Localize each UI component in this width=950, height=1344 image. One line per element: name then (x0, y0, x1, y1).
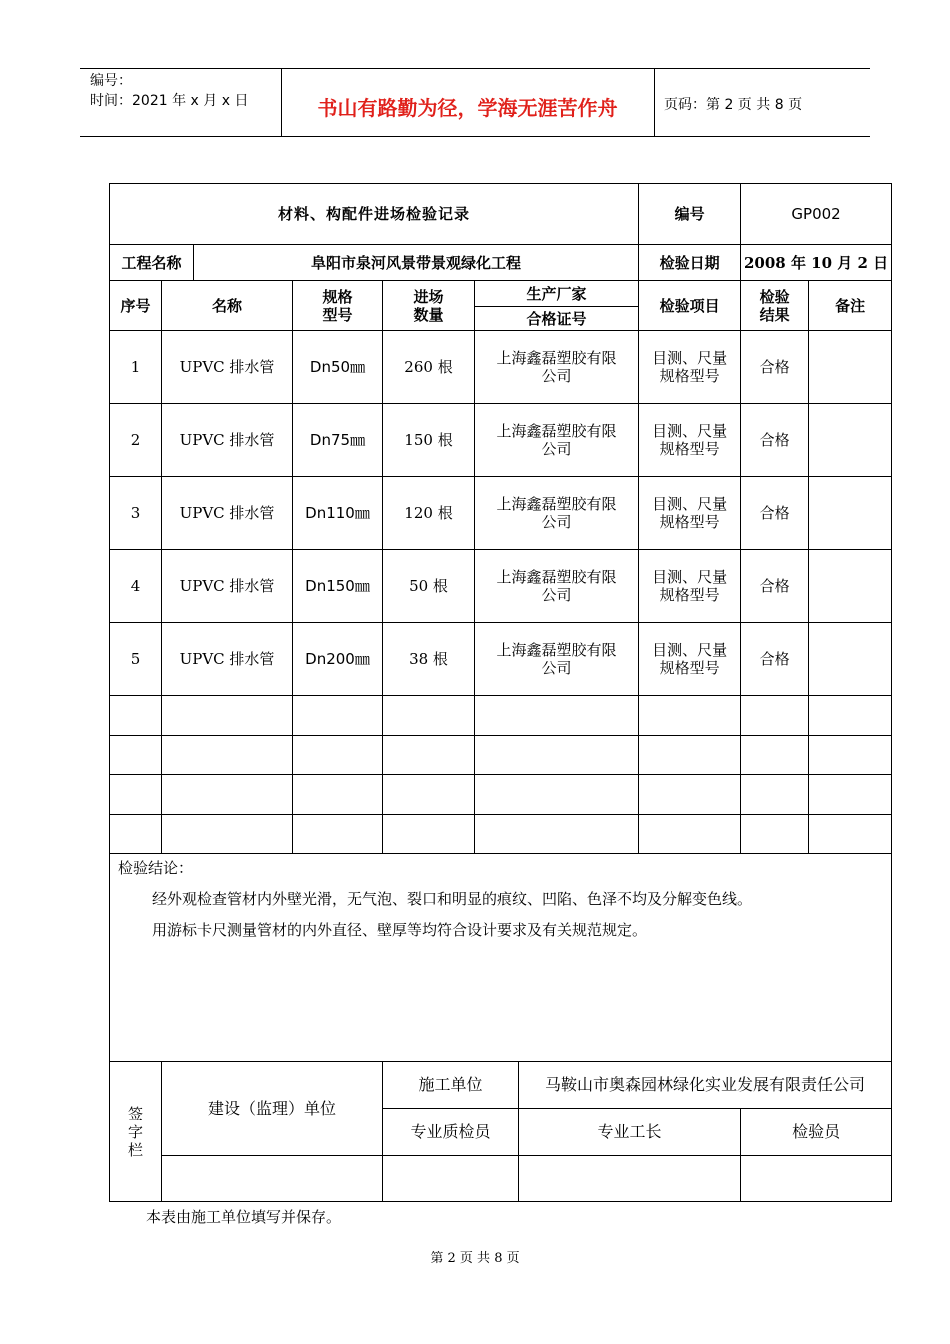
cell-maker (475, 477, 639, 550)
empty-cell (809, 696, 892, 736)
cell-spec: Dn75㎜ (293, 404, 383, 477)
empty-cell (639, 775, 741, 815)
empty-cell (110, 696, 162, 736)
foreman-label: 专业工长 (519, 1109, 741, 1156)
cell-maker (475, 404, 639, 477)
cell-maker-line2: 公司 (541, 440, 572, 458)
empty-cell (741, 775, 809, 815)
cell-maker-line1: 上海鑫磊塑胶有限 (496, 495, 617, 513)
cell-maker-line2: 公司 (541, 513, 572, 531)
cell-item-line2: 规格型号 (659, 367, 720, 385)
form-title: 材料、构配件进场检验记录 (110, 184, 639, 245)
empty-cell (639, 736, 741, 775)
cell-maker-line2: 公司 (541, 586, 572, 604)
cell-qty: 260 根 (383, 331, 475, 404)
cell-maker-line2: 公司 (541, 367, 572, 385)
col-header-cert: 合格证号 (475, 307, 639, 331)
empty-cell (741, 696, 809, 736)
cell-item (639, 404, 741, 477)
cell-item-line1: 目测、尺量 (652, 568, 728, 586)
empty-cell (639, 696, 741, 736)
col-header-result-line1: 检验 (759, 287, 790, 306)
cell-maker-line1: 上海鑫磊塑胶有限 (496, 568, 617, 586)
signature-label-char: 栏 (127, 1140, 143, 1159)
header-number-label: 编号： (90, 73, 132, 89)
empty-cell (162, 815, 293, 854)
empty-cell (741, 815, 809, 854)
conclusion-text-2: 用游标卡尺测量管材的内外直径、壁厚等均符合设计要求及有关规范规定。 (152, 921, 648, 939)
cell-item (639, 550, 741, 623)
signature-label-char: 签 (127, 1104, 143, 1123)
empty-cell (809, 815, 892, 854)
owner-signature-cell (162, 1156, 383, 1202)
empty-cell (110, 736, 162, 775)
cell-remark (809, 331, 892, 404)
cell-spec: Dn150㎜ (293, 550, 383, 623)
cell-remark (809, 477, 892, 550)
code-value: GP002 (741, 184, 892, 245)
empty-table-row (110, 775, 892, 815)
cell-qty: 50 根 (383, 550, 475, 623)
col-header-spec (293, 281, 383, 331)
cell-spec: Dn110㎜ (293, 477, 383, 550)
empty-cell (475, 815, 639, 854)
page-footer: 第 2 页 共 8 页 (430, 1251, 520, 1266)
cell-item (639, 477, 741, 550)
foreman-signature-cell (519, 1156, 741, 1202)
empty-table-row (110, 736, 892, 775)
empty-cell (293, 775, 383, 815)
cell-result: 合格 (741, 550, 809, 623)
cell-maker (475, 331, 639, 404)
empty-cell (162, 775, 293, 815)
header-motto: 书山有路勤为径，学海无涯苦作舟 (317, 96, 618, 120)
table-row (110, 404, 892, 477)
col-header-name: 名称 (162, 281, 293, 331)
cell-spec: Dn200㎜ (293, 623, 383, 696)
cell-result: 合格 (741, 477, 809, 550)
cell-result: 合格 (741, 331, 809, 404)
cell-maker-line1: 上海鑫磊塑胶有限 (496, 349, 617, 367)
cell-maker (475, 550, 639, 623)
date-label: 检验日期 (639, 245, 741, 281)
empty-cell (809, 775, 892, 815)
cell-maker (475, 623, 639, 696)
cell-maker-line1: 上海鑫磊塑胶有限 (496, 641, 617, 659)
inspection-record-table (109, 183, 892, 1202)
cell-seq: 4 (110, 550, 162, 623)
empty-cell (639, 815, 741, 854)
empty-cell (383, 696, 475, 736)
cell-item-line1: 目测、尺量 (652, 495, 728, 513)
empty-cell (383, 775, 475, 815)
inspector-label: 检验员 (741, 1109, 892, 1156)
footnote: 本表由施工单位填写并保存。 (146, 1208, 342, 1226)
empty-cell (110, 775, 162, 815)
header-page-label: 页码：第 2 页 共 8 页 (664, 97, 803, 113)
col-header-maker: 生产厂家 (475, 281, 639, 307)
cell-item-line2: 规格型号 (659, 513, 720, 531)
empty-table-row (110, 815, 892, 854)
cell-remark (809, 550, 892, 623)
header-divider (654, 68, 655, 136)
cell-item-line1: 目测、尺量 (652, 641, 728, 659)
col-header-spec-line1: 规格 (322, 287, 353, 306)
header-top-rule (80, 68, 870, 69)
empty-cell (162, 696, 293, 736)
empty-cell (293, 696, 383, 736)
col-header-qty (383, 281, 475, 331)
empty-cell (475, 775, 639, 815)
cell-item-line2: 规格型号 (659, 659, 720, 677)
owner-unit-label: 建设（监理）单位 (162, 1062, 383, 1156)
col-header-qty-line2: 数量 (413, 305, 444, 324)
empty-cell (162, 736, 293, 775)
table-row (110, 623, 892, 696)
col-header-result (741, 281, 809, 331)
cell-name: UPVC 排水管 (162, 477, 293, 550)
empty-cell (383, 815, 475, 854)
empty-cell (110, 815, 162, 854)
cell-spec: Dn50㎜ (293, 331, 383, 404)
inspector-signature-cell (741, 1156, 892, 1202)
cell-seq: 2 (110, 404, 162, 477)
cell-remark (809, 404, 892, 477)
cell-qty: 120 根 (383, 477, 475, 550)
header-time-label: 时间：2021 年 x 月 x 日 (90, 93, 249, 109)
qc-signature-cell (383, 1156, 519, 1202)
cell-remark (809, 623, 892, 696)
conclusion-label: 检验结论： (118, 859, 194, 877)
table-row (110, 477, 892, 550)
cell-qty: 150 根 (383, 404, 475, 477)
cell-item-line2: 规格型号 (659, 440, 720, 458)
cell-seq: 1 (110, 331, 162, 404)
empty-cell (741, 736, 809, 775)
qc-inspector-label: 专业质检员 (383, 1109, 519, 1156)
col-header-item: 检验项目 (639, 281, 741, 331)
cell-maker-line1: 上海鑫磊塑胶有限 (496, 422, 617, 440)
empty-cell (809, 736, 892, 775)
empty-cell (475, 736, 639, 775)
signature-column-label (110, 1062, 162, 1202)
cell-name: UPVC 排水管 (162, 331, 293, 404)
cell-item-line2: 规格型号 (659, 586, 720, 604)
empty-cell (475, 696, 639, 736)
empty-table-row (110, 696, 892, 736)
col-header-spec-line2: 型号 (322, 305, 353, 324)
cell-name: UPVC 排水管 (162, 404, 293, 477)
builder-unit-label: 施工单位 (383, 1062, 519, 1109)
date-value: 2008 年 10 月 2 日 (741, 245, 892, 281)
cell-result: 合格 (741, 623, 809, 696)
empty-cell (293, 815, 383, 854)
col-header-remark: 备注 (809, 281, 892, 331)
cell-name: UPVC 排水管 (162, 623, 293, 696)
cell-seq: 5 (110, 623, 162, 696)
header-bottom-rule (80, 136, 870, 137)
conclusion-cell (110, 854, 892, 1062)
conclusion-text-1: 经外观检查管材内外壁光滑，无气泡、裂口和明显的痕纹、凹陷、色泽不均及分解变色线。 (152, 890, 753, 908)
cell-item (639, 623, 741, 696)
project-label: 工程名称 (110, 245, 194, 281)
empty-cell (383, 736, 475, 775)
cell-seq: 3 (110, 477, 162, 550)
col-header-result-line2: 结果 (759, 305, 790, 324)
cell-item-line1: 目测、尺量 (652, 349, 728, 367)
project-value: 阜阳市泉河风景带景观绿化工程 (194, 245, 639, 281)
cell-qty: 38 根 (383, 623, 475, 696)
table-row (110, 550, 892, 623)
cell-result: 合格 (741, 404, 809, 477)
cell-item-line1: 目测、尺量 (652, 422, 728, 440)
col-header-qty-line1: 进场 (413, 287, 444, 306)
cell-maker-line2: 公司 (541, 659, 572, 677)
empty-cell (293, 736, 383, 775)
cell-item (639, 331, 741, 404)
cell-name: UPVC 排水管 (162, 550, 293, 623)
builder-unit-value: 马鞍山市奥森园林绿化实业发展有限责任公司 (519, 1062, 892, 1109)
col-header-seq: 序号 (110, 281, 162, 331)
table-row (110, 331, 892, 404)
code-label: 编号 (639, 184, 741, 245)
signature-label-char: 字 (127, 1122, 143, 1141)
